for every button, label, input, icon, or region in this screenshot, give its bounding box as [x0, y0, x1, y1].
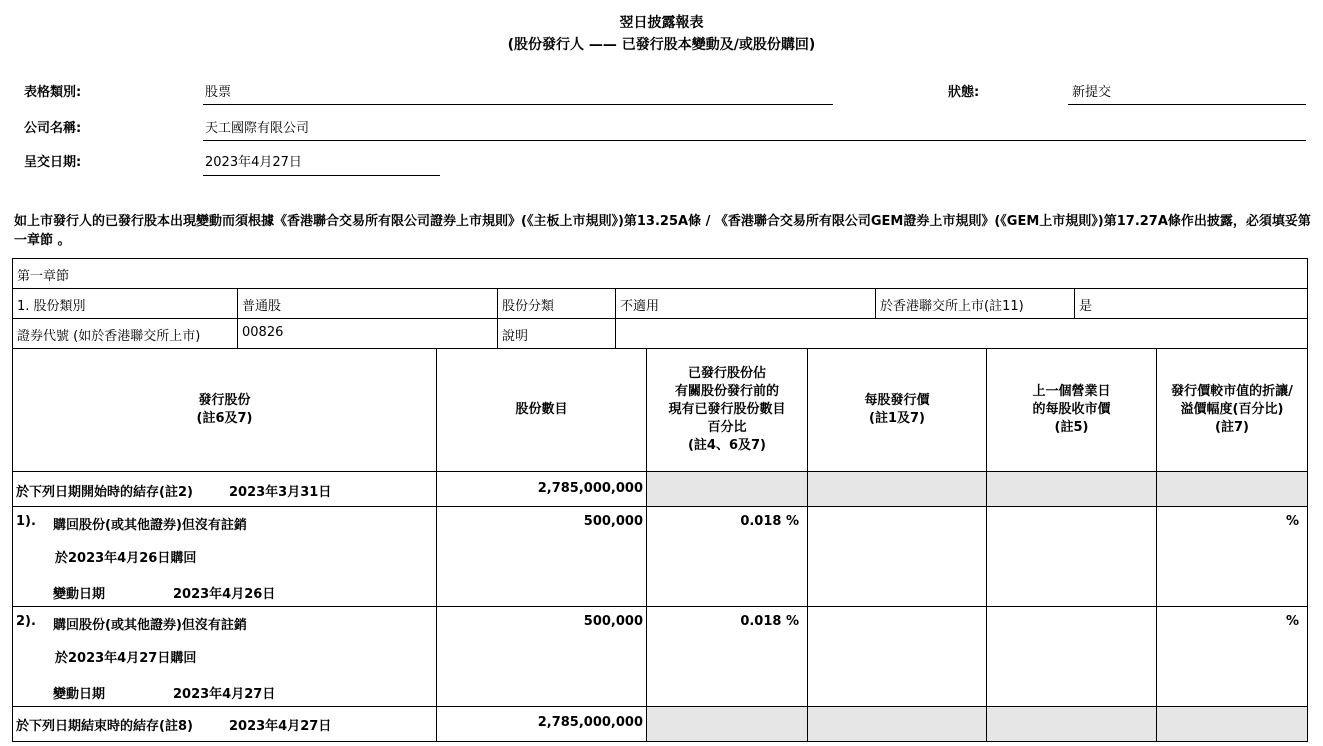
company-value: 天工國際有限公司 [205, 121, 310, 136]
opening-shaded-cell [1156, 471, 1308, 507]
header-issue-price [807, 348, 987, 472]
opening-shaded-cell [646, 471, 808, 507]
share-class-label-cell [12, 288, 238, 319]
event-1-type: 購回股份(或其他證券)但沒有註銷 [53, 518, 247, 533]
listed-value-cell [1074, 288, 1308, 319]
closing-shaded-cell [1156, 706, 1308, 742]
event-1-shares-cell [436, 506, 647, 607]
event-1-premium-cell [1156, 506, 1308, 607]
closing-balance-shares: 2,785,000,000 [537, 715, 643, 730]
share-category-label: 股份分類 [502, 299, 555, 314]
opening-balance-shares: 2,785,000,000 [537, 481, 643, 496]
header-issued-shares [12, 348, 437, 472]
event-1-description-cell [12, 506, 437, 607]
share-category-value-cell [615, 288, 876, 319]
event-1-premium: % [1285, 514, 1299, 529]
event-2-change-date: 2023年4月27日 [173, 687, 276, 702]
event-2-repurchase-date: 於2023年4月27日購回 [55, 651, 197, 666]
header-issue-price-text: 每股發行價 (註1及7) [864, 393, 930, 426]
date-label: 呈交日期: [24, 155, 82, 170]
listed-label-cell [875, 288, 1075, 319]
event-2-percent-cell [646, 606, 808, 707]
event-1-repurchase-date: 於2023年4月26日購回 [55, 551, 197, 566]
opening-shaded-cell [807, 471, 987, 507]
date-value: 2023年4月27日 [205, 155, 302, 170]
description-label: 說明 [502, 329, 529, 344]
closing-balance-date: 2023年4月27日 [229, 719, 332, 734]
form-type-label: 表格類別: [24, 85, 82, 100]
share-category-label-cell [497, 288, 616, 319]
section1-title-cell [12, 258, 1308, 289]
opening-balance-date: 2023年3月31日 [229, 485, 332, 500]
opening-balance-shares-cell [436, 471, 647, 507]
opening-balance-label-cell [12, 471, 437, 507]
closing-balance-shares-cell [436, 706, 647, 742]
company-label: 公司名稱: [24, 121, 82, 136]
form-type-underline [203, 104, 833, 105]
event-2-shares: 500,000 [583, 614, 643, 629]
status-label: 狀態: [948, 85, 980, 100]
event-2-description-cell [12, 606, 437, 707]
header-percentage [646, 348, 808, 472]
closing-shaded-cell [807, 706, 987, 742]
section1-title: 第一章節 [17, 269, 70, 284]
form-type-value: 股票 [205, 85, 232, 100]
event-1-close-price-cell [986, 506, 1157, 607]
closing-balance-label: 於下列日期結束時的結存(註8) [16, 719, 193, 734]
stock-code-value: 00826 [242, 325, 284, 340]
header-closing-price-text: 上一個營業日 的每股收市價 (註5) [1032, 384, 1111, 435]
event-2-shares-cell [436, 606, 647, 707]
description-label-cell [497, 318, 616, 349]
event-2-premium-cell [1156, 606, 1308, 707]
status-value: 新提交 [1072, 85, 1112, 100]
description-value-cell [615, 318, 1308, 349]
header-closing-price [986, 348, 1157, 472]
stock-code-label: 證券代號 (如於香港聯交所上市) [17, 329, 201, 344]
opening-shaded-cell [986, 471, 1157, 507]
event-2-percent: 0.018 % [740, 614, 799, 629]
header-premium-text: 發行價較市值的折讓/ 溢價幅度(百分比) (註7) [1171, 384, 1293, 435]
share-category-value: 不適用 [620, 299, 660, 314]
listed-label: 於香港聯交所上市(註11) [880, 299, 1024, 314]
event-2-type: 購回股份(或其他證券)但沒有註銷 [53, 618, 247, 633]
stock-code-label-cell [12, 318, 238, 349]
event-2-issue-price-cell [807, 606, 987, 707]
opening-balance-label: 於下列日期開始時的結存(註2) [16, 485, 193, 500]
stock-code-value-cell [237, 318, 498, 349]
closing-balance-label-cell [12, 706, 437, 742]
company-underline [203, 140, 1306, 141]
page-title: 翌日披露報表 [619, 15, 704, 31]
header-share-count [436, 348, 647, 472]
event-1-percent-cell [646, 506, 808, 607]
intro-paragraph: 如上市發行人的已發行股本出現變動而須根據《香港聯合交易所有限公司證券上市規則》(《主板上市規則》)第13.25A條 / 《香港聯合交易所有限公司GEM證券上市規則》(《GEM上市規則》)第17.27A條作出披露，必須填妥第一章節 。 [14, 214, 1311, 248]
event-1-shares: 500,000 [583, 514, 643, 529]
event-1-percent: 0.018 % [740, 514, 799, 529]
share-class-label: 1. 股份類別 [17, 299, 86, 314]
share-class-value-cell [237, 288, 498, 319]
event-1-index: 1). [16, 514, 36, 529]
status-underline [1068, 104, 1306, 105]
event-2-index: 2). [16, 614, 36, 629]
closing-shaded-cell [986, 706, 1157, 742]
header-premium [1156, 348, 1308, 472]
event-1-issue-price-cell [807, 506, 987, 607]
header-share-count-text: 股份數目 [515, 402, 568, 417]
event-1-change-date: 2023年4月26日 [173, 587, 276, 602]
closing-shaded-cell [646, 706, 808, 742]
header-issued-shares-text: 發行股份 (註6及7) [196, 393, 253, 426]
date-underline [203, 175, 440, 176]
page-subtitle: (股份發行人 —— 已發行股本變動及/或股份購回) [507, 37, 816, 53]
event-2-premium: % [1285, 614, 1299, 629]
event-2-close-price-cell [986, 606, 1157, 707]
event-1-change-date-label: 變動日期 [53, 587, 106, 602]
share-class-value: 普通股 [242, 299, 282, 314]
header-percentage-text: 已發行股份佔 有關股份發行前的 現有已發行股份數目 百分比 (註4、6及7) [668, 366, 786, 453]
listed-value: 是 [1079, 299, 1093, 314]
event-2-change-date-label: 變動日期 [53, 687, 106, 702]
